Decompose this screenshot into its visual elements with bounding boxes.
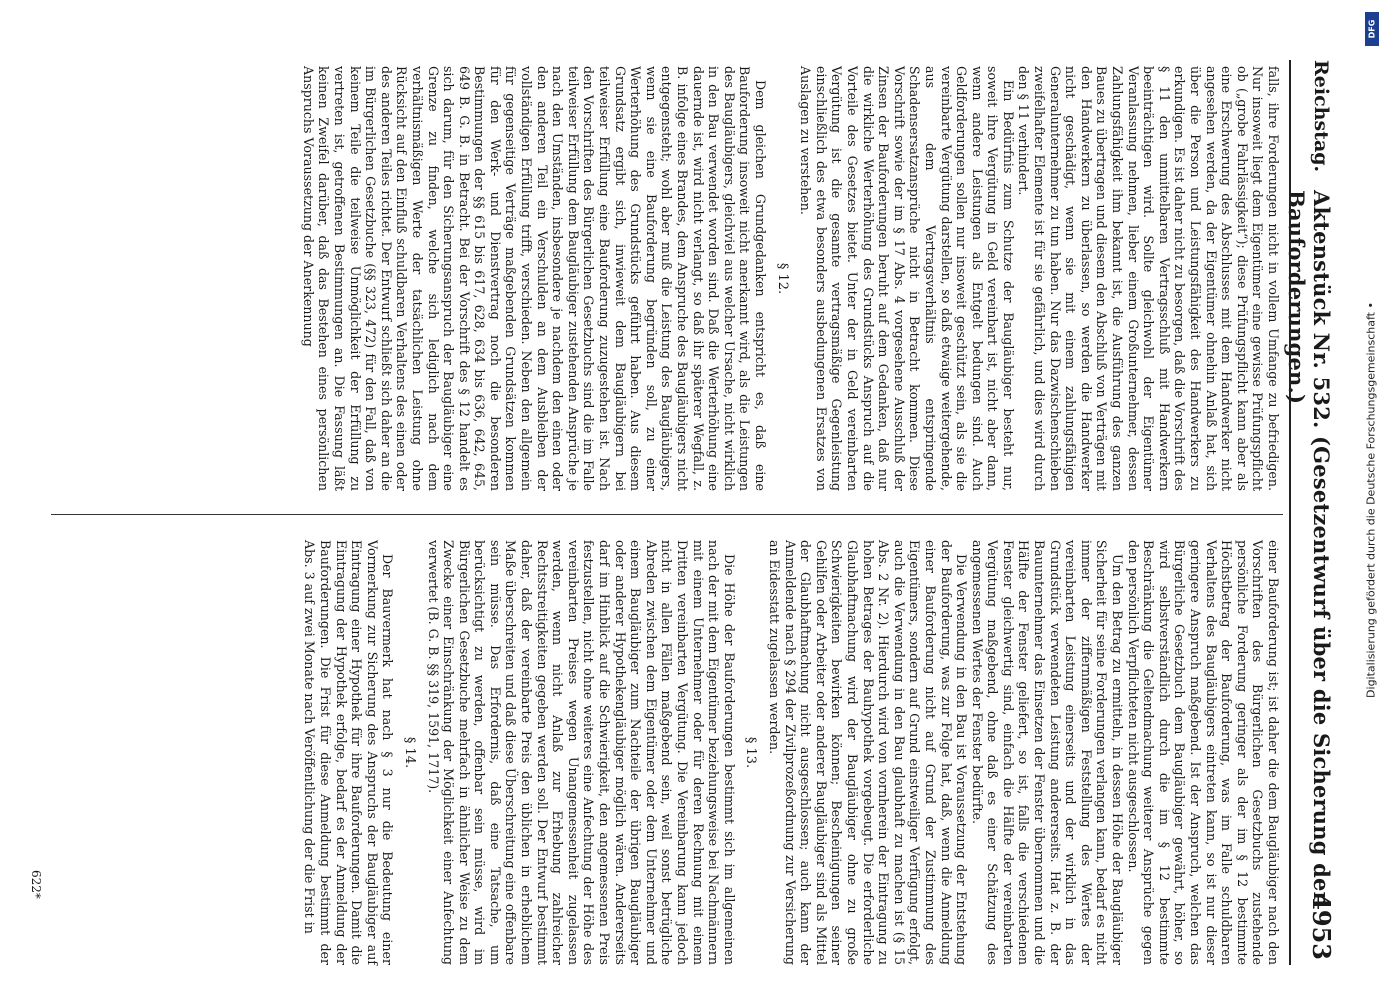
dfg-logo-text: DFG (1367, 19, 1377, 39)
page-number: 4953 (1307, 893, 1336, 960)
section-12-heading: § 12. (774, 262, 790, 295)
column-divider (51, 514, 1283, 515)
right-paragraph-5: Der Bauvermerk hat nach § 3 nur die Bedeutung einer Vormerkung zur Sicherung des Anspruchs der Baugläubiger auf Eintragung einer Hypothek für ihre Bauforderungen. Damit die Eintragung der Hypothek erfolge, bedarf es der Anmeldung der Bauforderungen. Die Frist für diese Anmeldung bestimmt der Abs. 3 auf zwei Monate nach Veröffentlichung der die Frist in (302, 540, 396, 965)
page-header (1284, 60, 1338, 960)
dfg-logo-icon (1365, 12, 1379, 46)
left-paragraph-2: Ein Bedürfnis zum Schutze der Baugläubiger besteht nur, soweit ihre Vergütung in Geld vereinbart ist, nicht aber dann, wenn andere Leistungen als Entgelt bedungen sind. Auch Geldforderungen sollen nur insoweit geschützt sein, als sie die vereinbarte Vergütung darstellen, so daß etwaige weitergehende, aus dem Vertragsverhältnis entspringende Schadensersatzansprüche nicht in Betracht kommen. Diese Vorschrift sowie der im § 17 Abs. 4 vorgesehene Ausschluß der Zinsen der Bauforderungen beruht auf dem Gedanken, daß nur die wirkliche Werterhöhung des Grundstücks Anspruch auf die Vorteile des Gesetzes bietet. Unter der in Geld vereinbarten Vergütung ist die gesamte vertragsmäßige Gegenleistung einschließlich des etwa besonders ausbedungenen Ersatzes von Auslagen zu verstehen. (798, 66, 1016, 491)
header-title: Aktenstück Nr. 532. (Gesetzentwurf über die Sicherung der Bauforderungen.) (1284, 190, 1334, 903)
left-paragraph-3: Dem gleichen Grundgedanken entspricht es, daß eine Bauforderung insoweit nicht anerkannt wird, als die Leistungen des Baugläubigers, gleichviel aus welcher Ursache, nicht wirklich in den Bau verwendet worden sind. Daß die Werterhöhung eine dauernde ist, wird nicht verlangt, so daß ihr späterer Wegfall, z. B. infolge eines Brandes, dem Anspruche des Baugläubigers nicht entgegensteht; wohl aber muß die Leistung des Baugläubigers, wenn sie eine Bauforderung begründen soll, zu einer Werterhöhung des Grundstücks geführt haben. Aus diesem Grundsatz ergibt sich, inwieweit dem Baugläubigern bei teilweiser Erfüllung eine Bauforderung zuzugestehen ist. Nach den Vorschriften des Bürgerlichen Gesetzbuchs sind die im Falle teilweiser Erfüllung dem Baugläubiger zustehenden Ansprüche je nach den Umständen, insbesondere je nachdem den einen oder den anderen Teil ein Verschulden an dem Ausbleiben der vollständigen Erfüllung trifft, verschieden. Neben den allgemein für gegenseitige Verträge maßgebenden Grundsätzen kommen für den Werk- und Dienstvertrag noch die besonderen Bestimmungen der §§ 615 bis 617, 628, 634 bis 636, 642, 645, 649 B. G. B. in Betracht. Bei der Vorschrift des § 12 handelt es sich darum, für den Sicherungsanspruch der Baugläubiger eine Grenze zu finden, welche sich lediglich nach dem verhältnismäßigen Werte der tatsächlichen Leistung ohne Rücksicht auf den Einfluß schuldbaren Verhaltens des einen oder des anderen Teiles richtet. Der Entwurf schließt sich daher an die im Bürgerlichen Gesetzbuche (§§ 323, 472) für den Fall, daß von keinem Teile die teilweise Unmöglichkeit der Erfüllung zu vertreten ist, getroffenen Bestimmungen an. Die Fassung läßt keinen Zweifel darüber, daß das Bestehen eines persönlichen Anspruchs Voraussetzung der Anerkennung (300, 66, 768, 491)
right-column (302, 540, 1281, 965)
header-rule (1289, 60, 1291, 965)
left-paragraph-1: falls, ihre Forderungen nicht in vollem Umfange zu befriedigen. Nur insoweit liegt dem Eigentümer eine gewisse Prüfungspflicht ob („grobe Fahrlässigkeit“); diese Prüfungspflicht kann aber als eine Erschwerung des Abschlusses mit dem Handwerker nicht angesehen werden, da der Eigentümer ohnehin Anlaß hat, sich über die Person und Leistungsfähigkeit des Handwerkers zu erkundigen. Es ist daher nicht zu besorgen, daß die Vorschrift des § 11 den unmittelbaren Vertragsschluß mit Handwerkern beeinträchtigen wird. Sollte gleichwohl der Eigentümer Veranlassung nehmen, lieber einem Großunternehmer, dessen Zahlungsfähigkeit ihm bekannt ist, die Ausführung des ganzen Baues zu übertragen und diesem den Abschluß von Verträgen mit den Handwerkern zu überlassen, so werden die Handwerker nicht geschädigt, wenn sie mit einem zahlungsfähigen Generalunternehmer zu tun haben. Nur das Dazwischenschieben zweifelhafter Elemente ist für sie gefährlich, und dies wird durch den § 11 verhindert. (1016, 66, 1281, 491)
digitization-note-text: Digitalisierung gefördert durch die Deutsche Forschungsgemeinschaft • (1364, 301, 1378, 698)
right-paragraph-2: Um den Betrag zu ermitteln, in dessen Höhe der Baugläubiger Sicherheit für seine Forderungen verlangen kann, bedarf es nicht immer der ziffernmäßigen Feststellung des Wertes der vereinbarten Leistung einerseits und der wirklich in das Grundstück verwendeten Leistung andererseits. Hat z. B. der Bauunternehmer das Einsetzen der Fenster übernommen und die Hälfte der Fenster geliefert, so ist, falls die verschiedenen Fenster gleichwertig sind, einfach die Hälfte der vereinbarten Vergütung maßgebend, ohne daß es einer Schätzung des angemessenen Wertes der Fenster bedürfte. (969, 540, 1126, 965)
header-left: Reichstag. (1310, 60, 1332, 173)
left-column (300, 66, 1281, 491)
right-paragraph-4: Die Höhe der Bauforderungen bestimmt sich im allgemeinen nach der mit dem Eigentümer beziehungsweise bei Nachmännern mit einem Unternehmer oder für deren Rechnung mit einem Dritten vereinbarten Vergütung. Die Vereinbarung kann jedoch nicht in allen Fällen maßgebend sein, weil sonst betrügliche Abreden zwischen dem Eigentümer oder dem Unternehmer und einem Baugläubiger zum Nachteile der übrigen Baugläubiger oder anderer Hypothekengläubiger möglich wären. Andererseits darf im Hinblick auf die Schwierigkeit, den angemessenen Preis festzustellen, nicht ohne weiteres eine Anfechtung der Höhe des vereinbarten Preises wegen Unangemessenheit zugelassen werden, wenn nicht Anlaß zur Erhebung zahlreicher Rechtsstreitigkeiten gegeben werden soll. Der Entwurf bestimmt daher, daß der vereinbarte Preis den üblichen in erheblichem Maße überschreiten und daß diese Überschreitung eine offenbare sein müsse. Das Erfordernis, daß eine Tatsache, um berücksichtigt zu werden, offenbar sein müsse, wird im Bürgerlichen Gesetzbuche mehrfach in ähnlicher Weise zu dem Zwecke einer Einschränkung der Möglichkeit einer Anfechtung verwertet (B. G. B. §§ 319, 1591, 1717). (425, 540, 737, 965)
section-14-heading: § 14. (401, 736, 417, 769)
section-13-heading: § 13. (743, 736, 759, 769)
sheet-signature: 622* (29, 870, 43, 899)
right-paragraph-3: Die Verwendung in den Bau ist Voraussetzung der Entstehung der Bauforderung, was zur Folge hat, daß, wenn die Anmeldung einer Bauforderung nicht auf Grund der Zustimmung des Eigentümers, sondern auf Grund einstweiliger Verfügung erfolgt, auch die Verwendung in den Bau glaubhaft zu machen ist (§ 15 Abs. 2 Nr. 2). Hierdurch wird von vornherein der Eintragung zu hohen Betrages der Bauhypothek vorgebeugt. Die erforderliche Glaubhaftmachung wird der Baugläubiger ohne zu große Schwierigkeiten bewirken können; Bescheinigungen seiner Gehilfen oder Arbeiter oder anderer Baugläubiger sind als Mittel der Glaubhaftmachung nicht ausgeschlossen; auch kann der Anmeldende nach § 294 der Zivilprozeßordnung zur Versicherung an Eidesstatt zugelassen werden. (767, 540, 970, 965)
right-paragraph-1: einer Bauforderung ist; ist daher die dem Baugläubiger nach den Vorschriften des Bürgerlichen Gesetzbuchs zustehende persönliche Forderung geringer als der im § 12 bestimmte Höchstbetrag der Bauforderung, was im Falle schuldbaren Verhaltens des Baugläubigers eintreten kann, so ist nur dieser geringere Anspruch maßgebend. Ist der Anspruch, welchen das Bürgerliche Gesetzbuch dem Baugläubiger gewährt, höher, so wird selbstverständlich durch die im § 12 bestimmte Beschränkung die Geltendmachung weiterer Ansprüche gegen den persönlich Verpflichteten nicht ausgeschlossen. (1125, 540, 1281, 965)
digitization-note (1364, 12, 1378, 987)
